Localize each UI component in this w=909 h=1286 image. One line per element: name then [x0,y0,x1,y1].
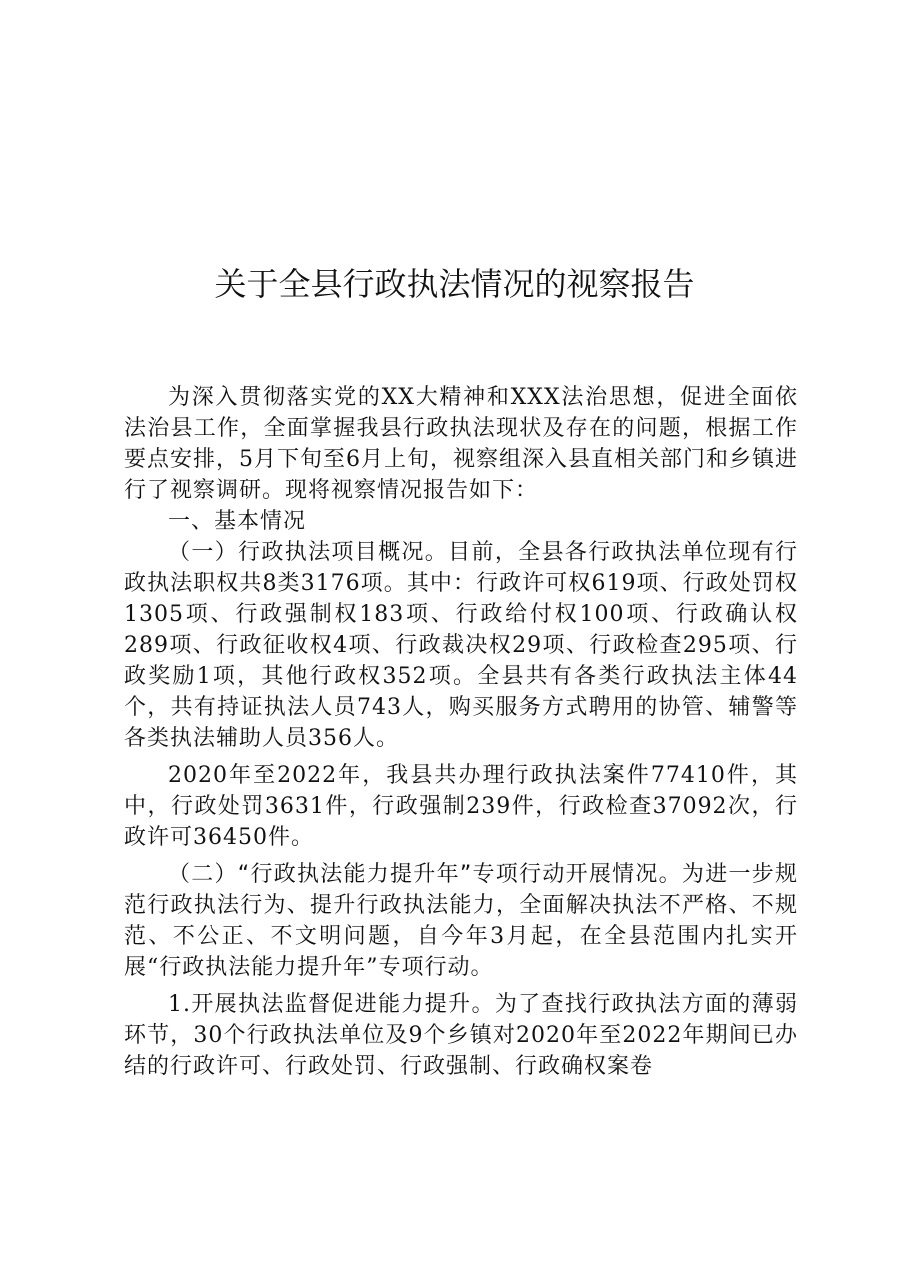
subsection-1-body: 目前，全县各行政执法单位现有行政执法职权共8类3176项。其中：行政许可权619项、行政处罚权1305项、行政强制权183项、行政给付权100项、行政确认权289项、行政征收权4项、行政裁决权29项、行政检查295项、行政奖励1项，其他行政权352项。全县共有各类行政执法主体44个，共有持证执法人员743人，购买服务方式聘用的协管、辅警等各类执法辅助人员356人。 [124,540,798,751]
section-heading-basic-situation: 一、基本情况 [168,509,307,534]
subsection-2-heading: （二）“行政执法能力提升年”专项行动开展情况。 [168,862,682,887]
subsection-2-body: 为进一步规范行政执法行为、提升行政执法能力，全面解决执法不严格、不规范、不公正、不文明问题，自今年3月起，在全县范围内扎实开展“行政执法能力提升年”专项行动。 [124,862,798,980]
cases-paragraph: 2020年至2022年，我县共办理行政执法案件77410件，其中，行政处罚3631件，行政强制239件，行政检查37092次，行政许可36450件。 [124,763,798,850]
intro-paragraph: 为深入贯彻落实党的XX大精神和XXX法治思想，促进全面依法治县工作，全面掌握我县行政执法现状及存在的问题，根据工作要点安排，5月下旬至6月上旬，视察组深入县直相关部门和乡镇进行了视察调研。现将视察情况报告如下： [124,385,798,503]
subsection-2-paragraph [124,859,798,983]
subsection-1-paragraph [124,537,798,754]
subsection-1-heading: （一）行政执法项目概况。 [168,540,449,565]
document-body [124,382,798,1082]
document-title: 关于全县行政执法情况的视察报告 [214,265,695,303]
item-1-paragraph: 1.开展执法监督促进能力提升。为了查找行政执法方面的薄弱环节，30个行政执法单位及9个乡镇对2020年至2022年期间已办结的行政许可、行政处罚、行政强制、行政确权案卷 [124,992,798,1079]
